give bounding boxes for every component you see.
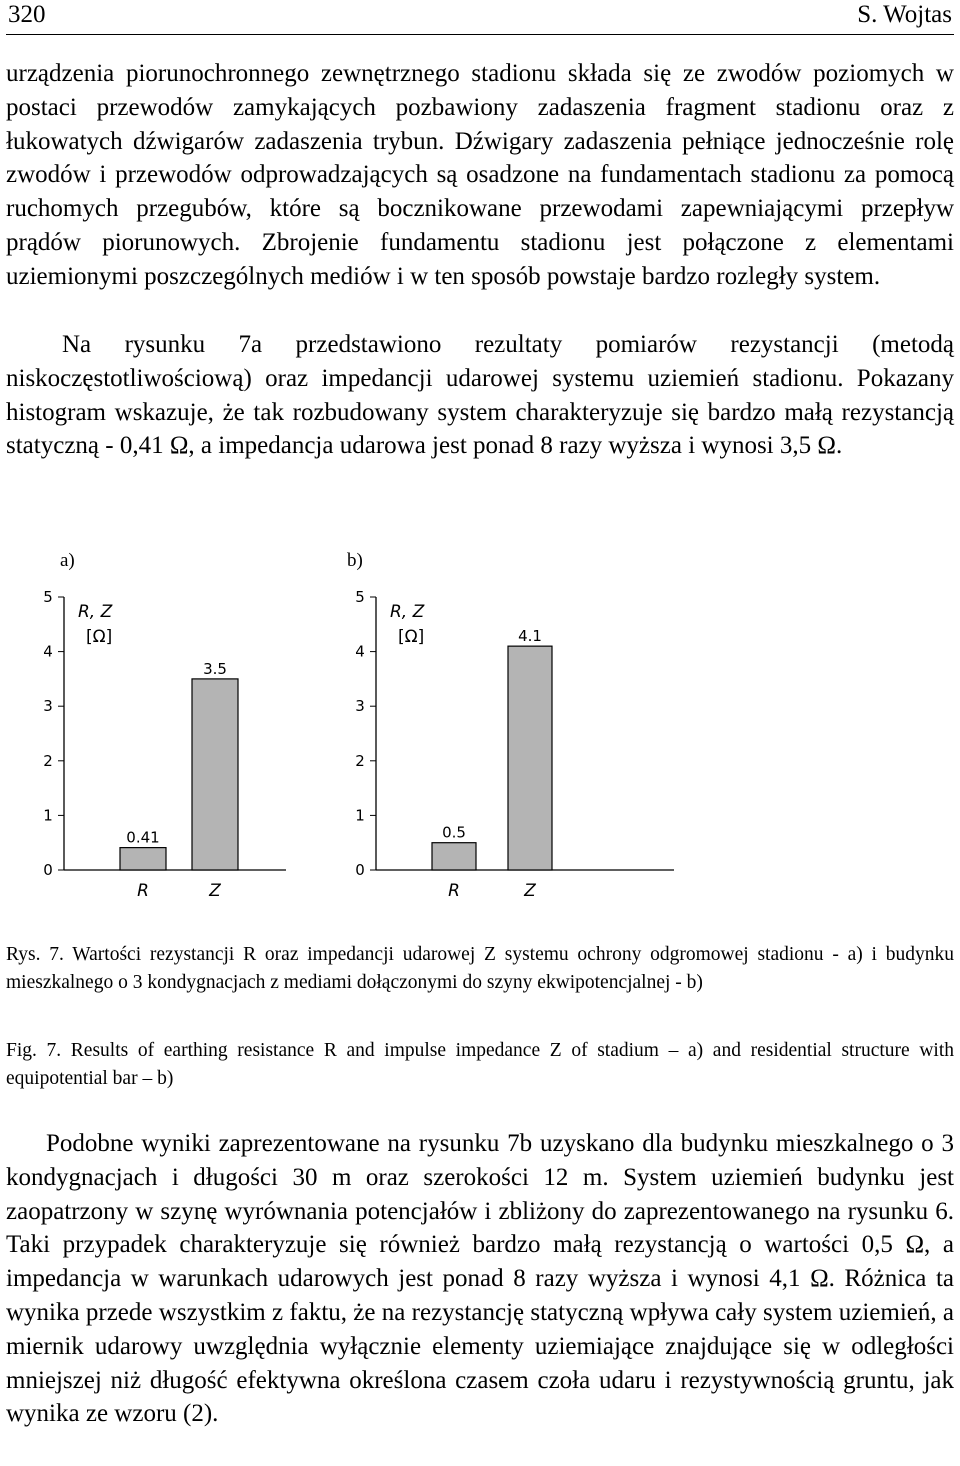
bar-chart-b	[348, 585, 688, 905]
y-tick-label: 5	[43, 588, 53, 606]
y-axis-unit: [Ω]	[86, 627, 113, 647]
y-tick-label: 4	[43, 642, 53, 661]
category-label: Z	[524, 881, 536, 901]
y-axis-title: R, Z	[390, 602, 425, 622]
y-tick-label: 3	[355, 697, 365, 716]
panel-label-a: a)	[60, 550, 75, 571]
y-axis-title: R, Z	[78, 602, 113, 622]
y-tick-label: 0	[43, 861, 53, 879]
panel-label-b: b)	[347, 550, 363, 571]
page-header	[6, 0, 954, 35]
bar-Z	[192, 679, 238, 870]
figure-caption-pl: Rys. 7. Wartości rezystancji R oraz impedancji udarowej Z systemu ochrony odgromowej stadionu - a) i budynku mieszkalnego o 3 kondygnacjach z mediami dołączonymi do szyny ekwipotencjalnej - b)	[6, 944, 954, 993]
y-tick-label: 4	[355, 642, 365, 661]
running-author: S. Wojtas	[857, 1, 952, 28]
bar-chart-a	[36, 585, 296, 905]
category-label: Z	[209, 881, 221, 901]
bar-R	[432, 843, 476, 870]
bar-R	[120, 848, 166, 870]
category-label: R	[137, 881, 149, 901]
bar-Z	[508, 646, 552, 870]
bar-value-label: 3.5	[203, 659, 227, 678]
y-tick-label: 2	[355, 751, 365, 770]
y-tick-label: 1	[43, 806, 53, 825]
y-tick-label: 3	[43, 697, 53, 716]
category-label: R	[448, 881, 460, 901]
bar-value-label: 0.41	[126, 828, 160, 847]
body-paragraph-1: urządzenia piorunochronnego zewnętrznego stadionu składa się ze zwodów poziomych w postaci przewodów zamykających pozbawiony zadaszenia fragment stadionu oraz z łukowatych dźwigarów zadaszenia trybun. Dźwigary zadaszenia pełniące jednocześnie rolę zwodów i przewodów odprowadzających są osadzone na fundamentach stadionu za pomocą ruchomych przegubów, które są bocznikowane przewodami zapewniającymi przepływ prądów piorunowych. Zbrojenie fundamentu stadionu jest połączone z elementami uziemionymi poszczególnych mediów i w ten sposób powstaje bardzo rozległy system.	[6, 60, 954, 290]
bar-value-label: 0.5	[442, 823, 466, 842]
page-number: 320	[8, 1, 46, 28]
y-tick-label: 5	[355, 588, 365, 606]
y-tick-label: 1	[355, 806, 365, 825]
figure-caption-en: Fig. 7. Results of earthing resistance R and impulse impedance Z of stadium – a) and residential structure with equipotential bar – b)	[6, 1040, 954, 1089]
y-axis-unit: [Ω]	[398, 627, 425, 647]
bar-value-label: 4.1	[518, 627, 542, 646]
y-tick-label: 0	[355, 861, 365, 879]
body-paragraph-3: Podobne wyniki zaprezentowane na rysunku 7b uzyskano dla budynku mieszkalnego o 3 kondygnacjach i długości 30 m oraz szerokości 12 m. System uziemień budynku jest zaopatrzony w szynę wyrównania potencjałów i zbliżony do zaprezentowanego na rysunku 6. Taki przypadek charakteryzuje się również bardzo małą rezystancją o wartości 0,5 Ω, a impedancja w warunkach udarowych jest ponad 8 razy wyższa i wynosi 4,1 Ω. Różnica ta wynika przede wszystkim z faktu, że na rezystancję statyczną wpływa cały system uziemień, a miernik udarowy uwzględnia wyłącznie elementy uziemiające znajdujące się w odległości mniejszej niż długość efektywna określona czasem czoła udaru i rezystywnością gruntu, jak wynika ze wzoru (2).	[6, 1130, 954, 1428]
body-paragraph-2: Na rysunku 7a przedstawiono rezultaty pomiarów rezystancji (metodą niskoczęstotliwościową) oraz impedancji udarowej systemu uziemień stadionu. Pokazany histogram wskazuje, że tak rozbudowany system charakteryzuje się bardzo małą rezystancją statyczną - 0,41 Ω, a impedancja udarowa jest ponad 8 razy wyższa i wynosi 3,5 Ω.	[6, 331, 954, 460]
y-tick-label: 2	[43, 751, 53, 770]
